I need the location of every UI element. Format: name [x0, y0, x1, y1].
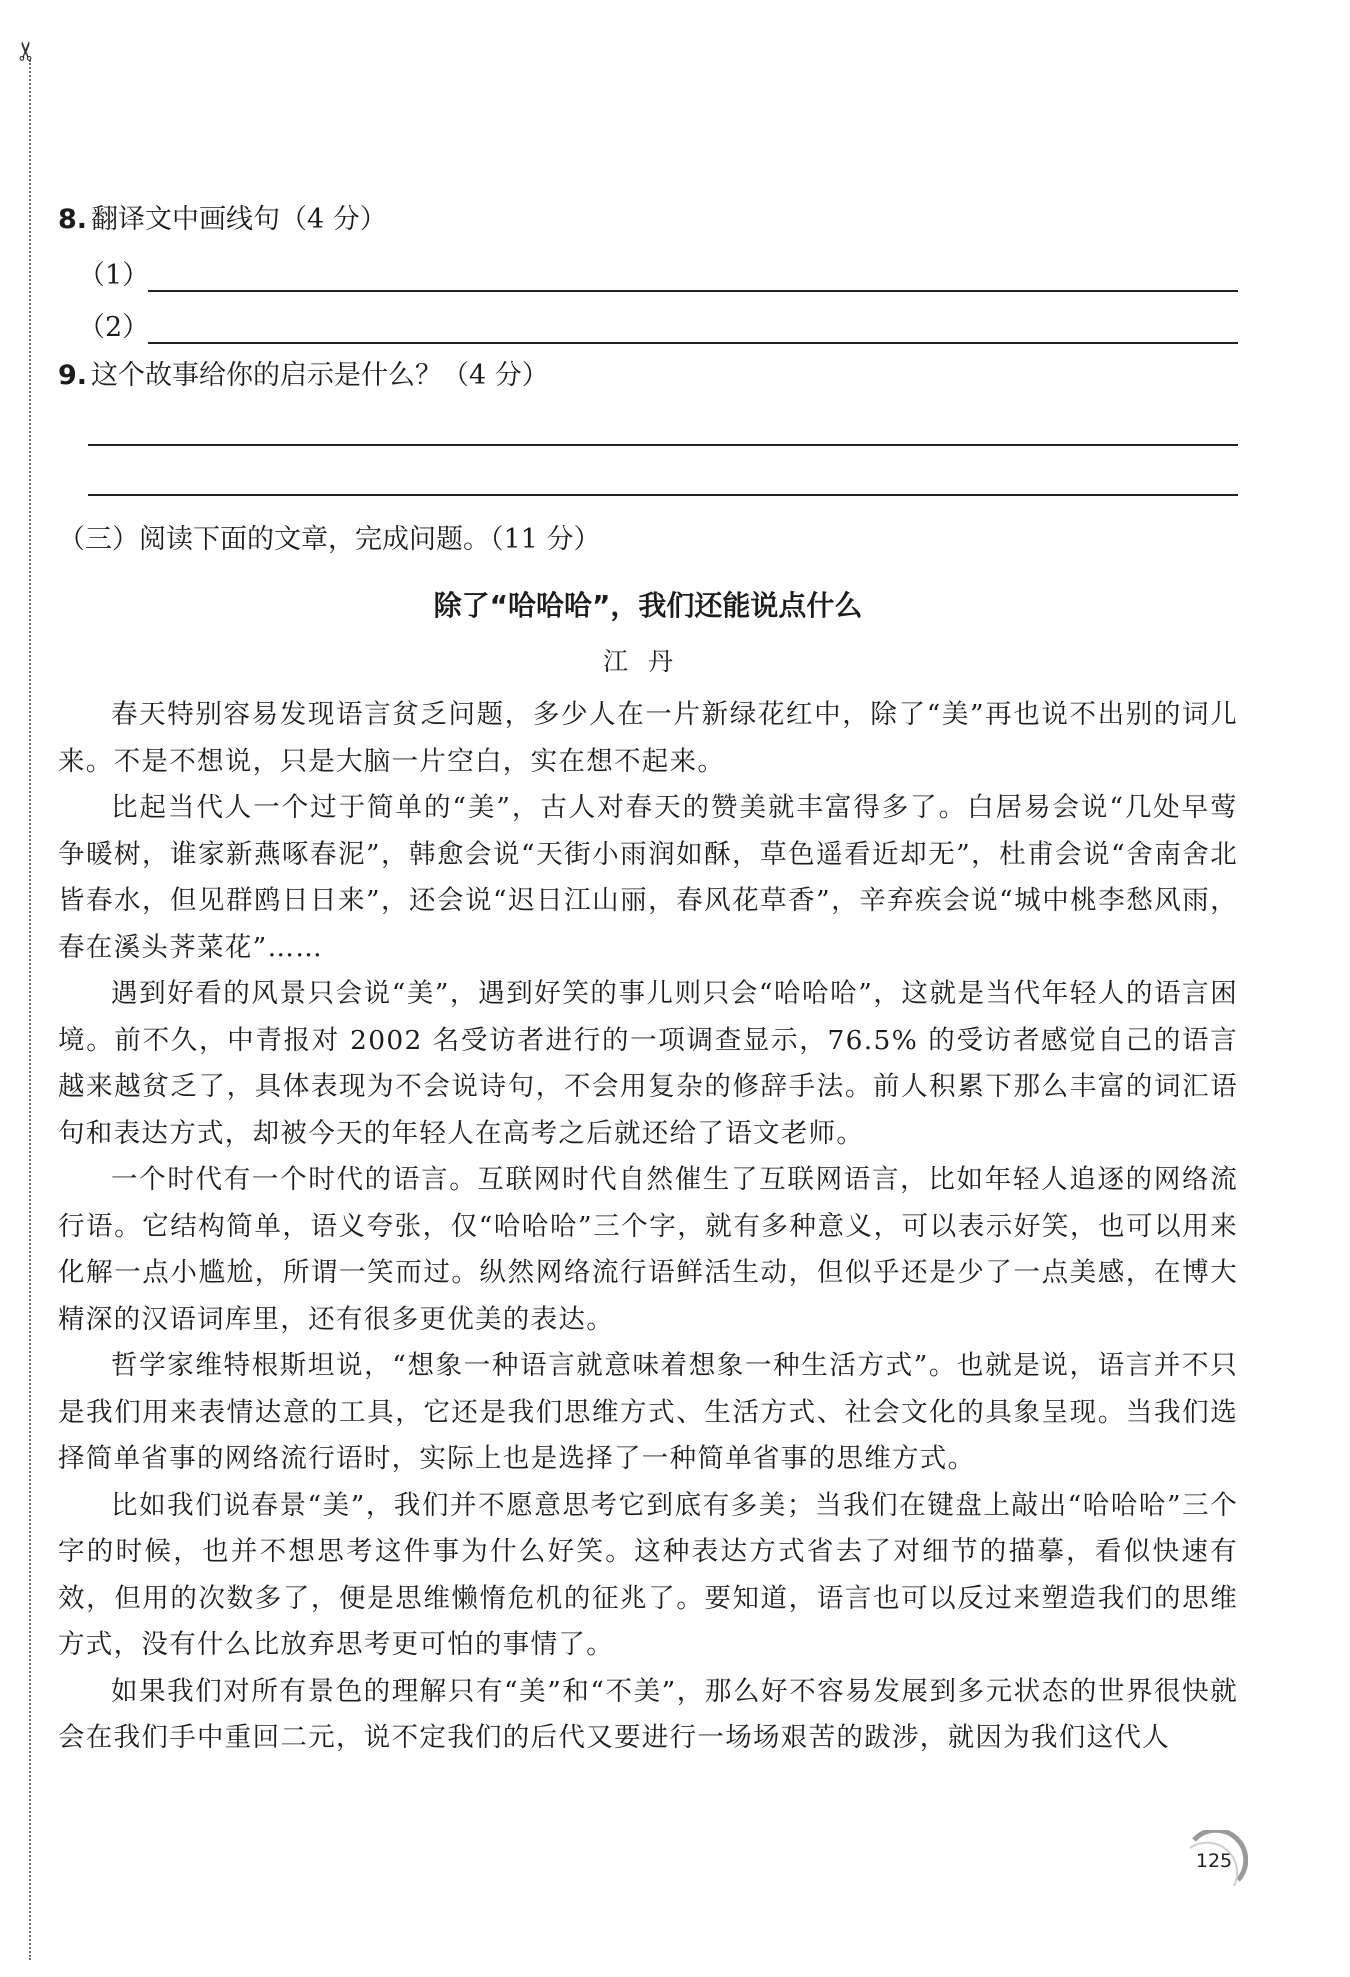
- answer-label: （2）: [78, 312, 150, 343]
- section-heading: （三）阅读下面的文章，完成问题。（11 分）: [58, 524, 601, 555]
- answer-row-2[interactable]: [58, 292, 1238, 344]
- article-title: 除了“哈哈哈”，我们还能说点什么: [433, 589, 863, 622]
- paragraph: 比如我们说春景“美”，我们并不愿意思考它到底有多美；当我们在键盘上敲出“哈哈哈”三个字的时候，也并不想思考这件事为什么好笑。这种表达方式省去了对细节的描摹，看似快速有效，但用的次数多了，便是思维懒惰危机的征兆了。要知道，语言也可以反过来塑造我们的思维方式，没有什么比放弃思考更可怕的事情了。: [58, 1489, 1238, 1660]
- question-number: 8.: [58, 204, 88, 235]
- answer-line[interactable]: [148, 254, 1238, 292]
- paragraph: 一个时代有一个时代的语言。互联网时代自然催生了互联网语言，比如年轻人追逐的网络流行语。它结构简单，语义夸张，仅“哈哈哈”三个字，就有多种意义，可以表示好笑，也可以用来化解一点小尴尬，所谓一笑而过。纵然网络流行语鲜活生动，但似乎还是少了一点美感，在博大精深的汉语词库里，还有很多更优美的表达。: [58, 1164, 1238, 1335]
- cut-line: [29, 60, 31, 1960]
- question-text: 翻译文中画线句（4 分）: [91, 204, 387, 235]
- paragraph: 如果我们对所有景色的理解只有“美”和“不美”，那么好不容易发展到多元状态的世界很快就会在我们手中重回二元，说不定我们的后代又要进行一场场艰苦的跋涉，就因为我们这代人: [58, 1675, 1238, 1753]
- paragraph: 遇到好看的风景只会说“美”，遇到好笑的事儿则只会“哈哈哈”，这就是当代年轻人的语言困境。前不久，中青报对 2002 名受访者进行的一项调查显示，76.5% 的受访者感觉自己的语言越来越贫乏了，具体表现为不会说诗句，不会用复杂的修辞手法。前人积累下那么丰富的词汇语句和表达方式，却被今天的年轻人在高考之后就还给了语文老师。: [58, 978, 1238, 1149]
- page-number: 125: [1195, 1850, 1233, 1872]
- content: [58, 200, 1238, 1762]
- answer-line[interactable]: [148, 306, 1238, 344]
- question-8: [58, 200, 1238, 240]
- question-text: 这个故事给你的启示是什么？（4 分）: [91, 360, 549, 391]
- question-number: 9.: [58, 360, 88, 391]
- answer-line[interactable]: [88, 396, 1238, 446]
- question-9: [58, 356, 1238, 396]
- answer-line[interactable]: [88, 446, 1238, 496]
- scissors-icon: ✂: [11, 40, 42, 62]
- article-body: [58, 692, 1238, 1762]
- article-author: 江丹: [602, 647, 693, 676]
- paragraph: 比起当代人一个过于简单的“美”，古人对春天的赞美就丰富得多了。白居易会说“几处早莺争暖树，谁家新燕啄春泥”，韩愈会说“天街小雨润如酥，草色遥看近却无”，杜甫会说“舍南舍北皆春水，但见群鸥日日来”，还会说“迟日江山丽，春风花草香”，辛弃疾会说“城中桃李愁风雨，春在溪头荠菜花”……: [58, 792, 1238, 963]
- paragraph: 哲学家维特根斯坦说，“想象一种语言就意味着想象一种生活方式”。也就是说，语言并不只是我们用来表情达意的工具，它还是我们思维方式、生活方式、社会文化的具象呈现。当我们选择简单省事的网络流行语时，实际上也是选择了一种简单省事的思维方式。: [58, 1350, 1238, 1474]
- paragraph: 春天特别容易发现语言贫乏问题，多少人在一片新绿花红中，除了“美”再也说不出别的词儿来。不是不想说，只是大脑一片空白，实在想不起来。: [58, 699, 1238, 777]
- answer-row-1[interactable]: [58, 240, 1238, 292]
- answer-label: （1）: [78, 260, 150, 291]
